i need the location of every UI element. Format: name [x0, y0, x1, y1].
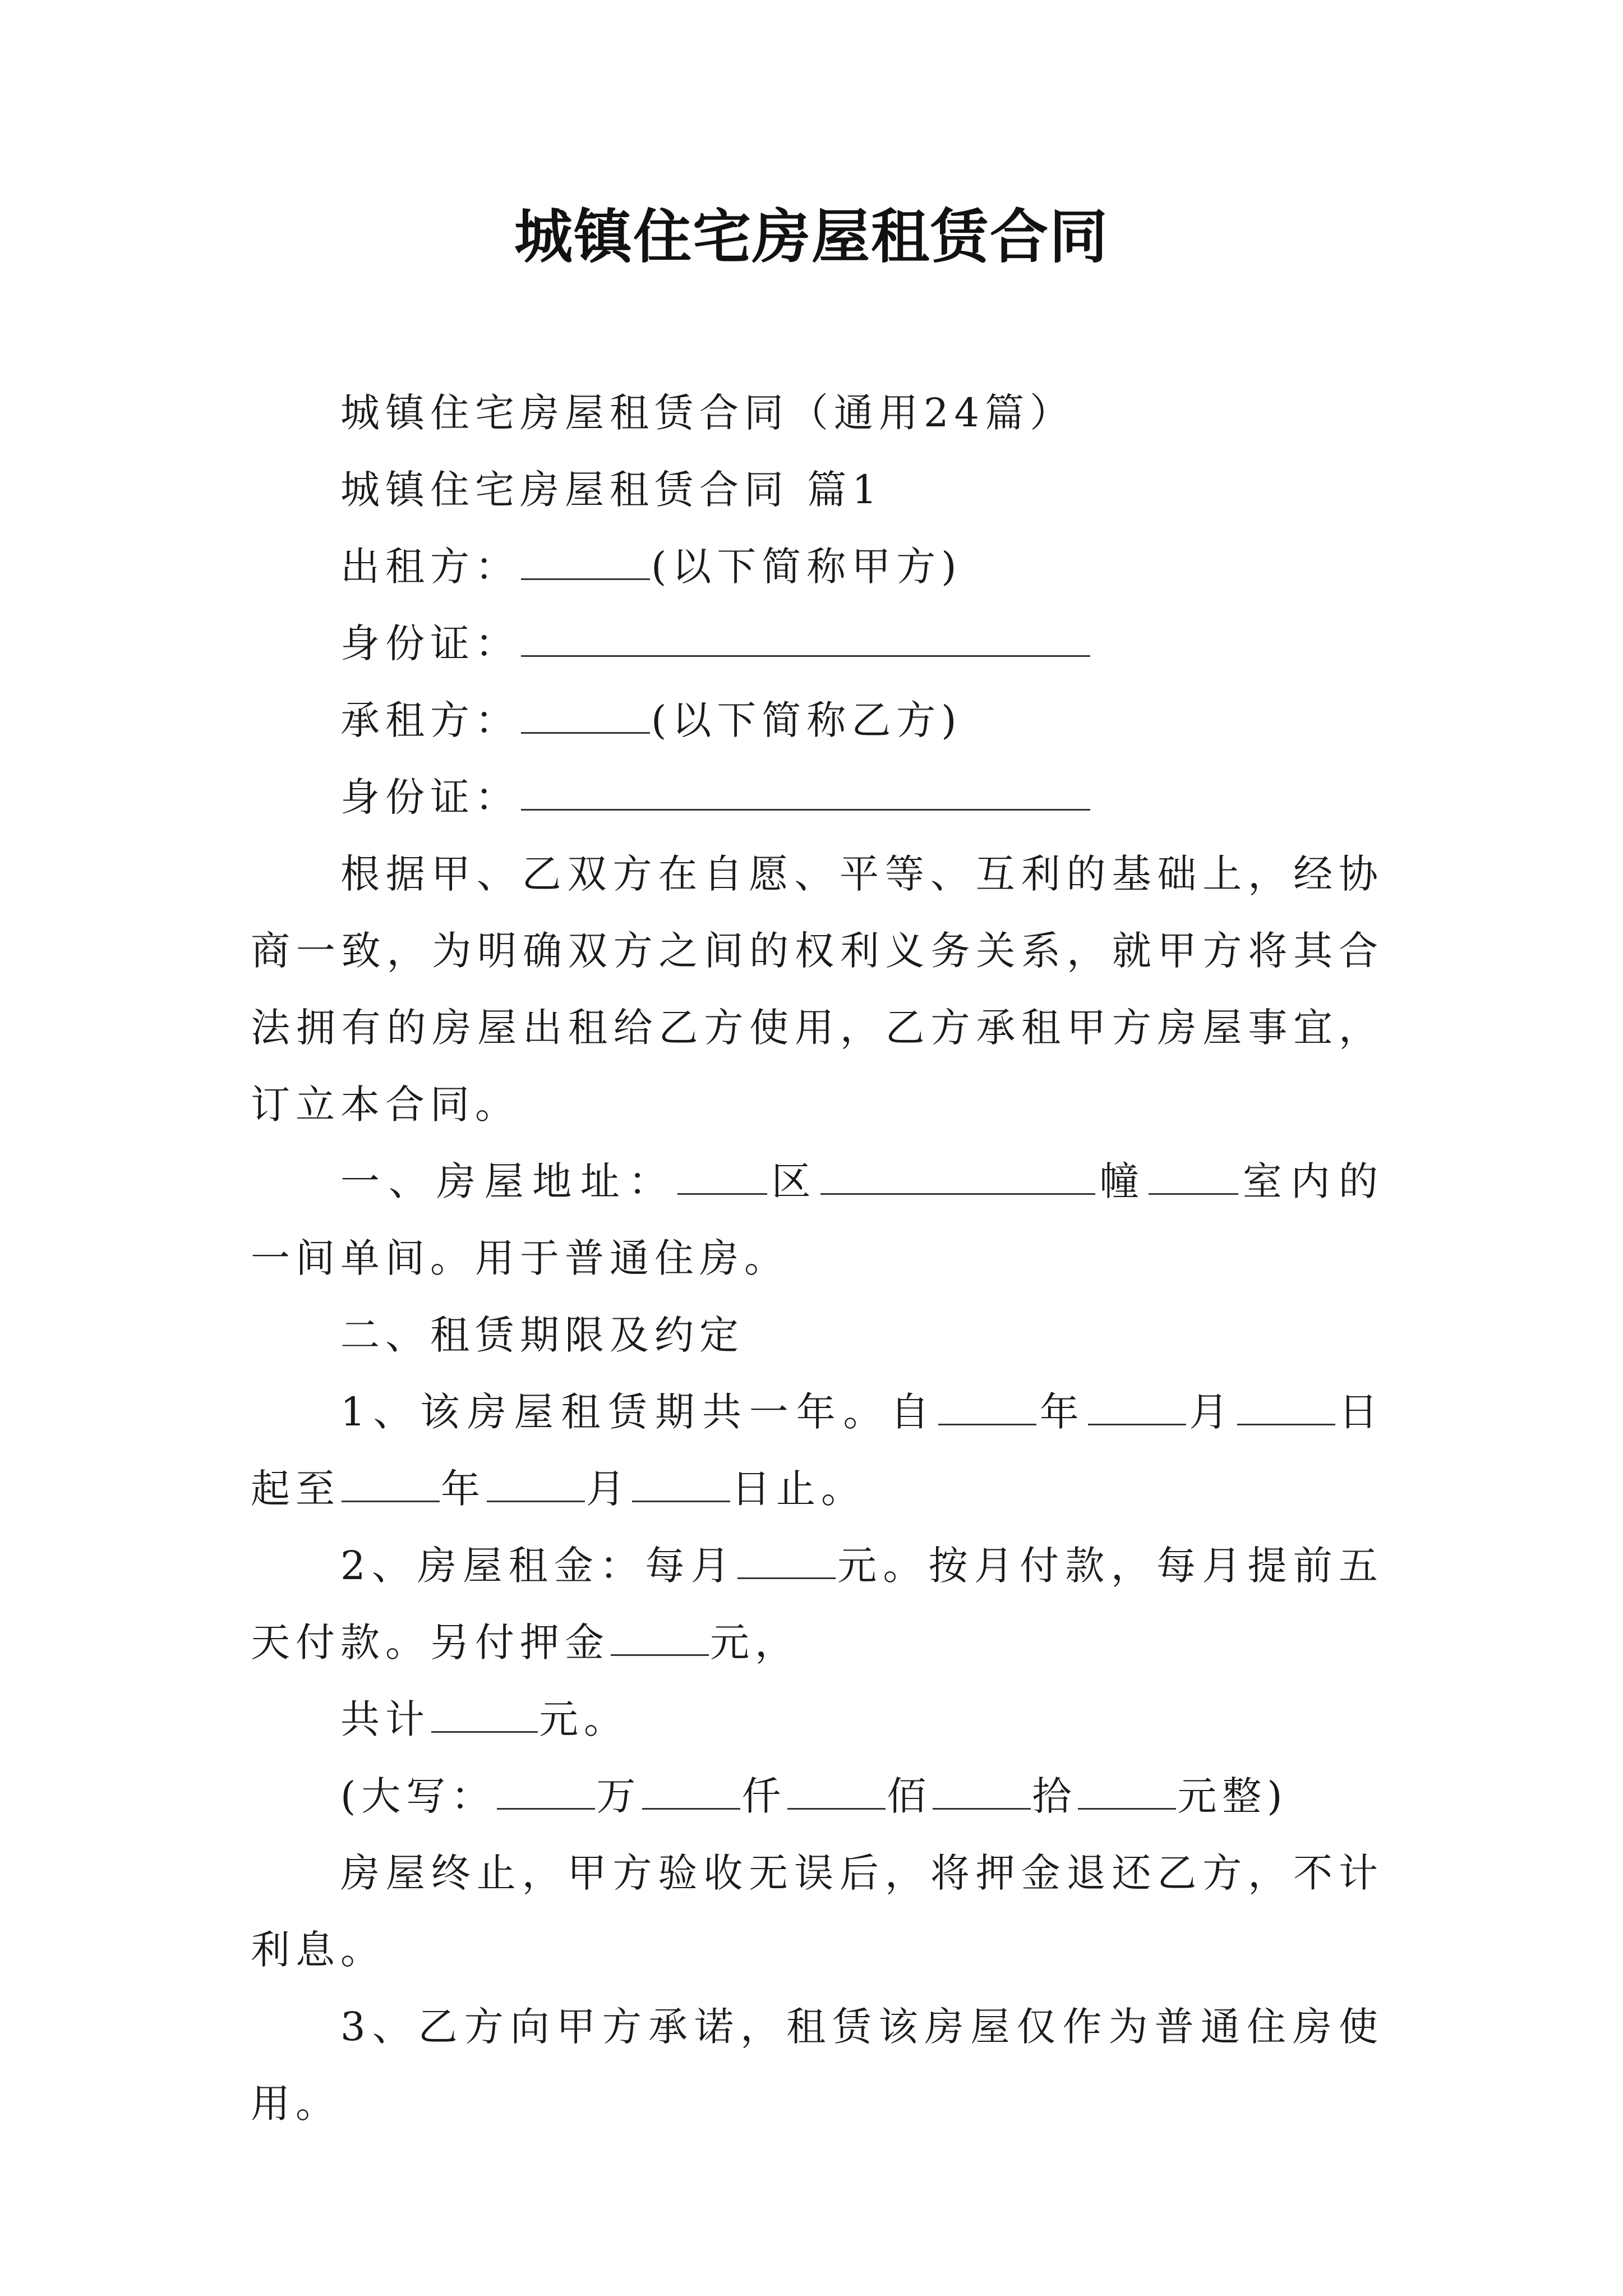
address-blank [677, 1154, 767, 1195]
month-label: 月 [586, 1466, 631, 1512]
building-label: 幢 [1096, 1158, 1148, 1204]
shi-blank [933, 1769, 1031, 1810]
id-label: 身份证： [340, 620, 520, 666]
article-heading: 城镇住宅房屋租赁合同 篇1 [340, 467, 883, 513]
total-suffix: 元。 [539, 1696, 629, 1742]
lessor-label: 出租方： [340, 544, 520, 590]
clause-rent [251, 1527, 1384, 1681]
deposit-return-paragraph: 房屋终止，甲方验收无误后，将押金退还乙方，不计利息。 [251, 1850, 1384, 1973]
document-title: 城镇住宅房屋租赁合同 [514, 203, 1109, 271]
end-year-blank [342, 1461, 440, 1502]
shi-label: 拾 [1032, 1773, 1077, 1819]
rent-prefix: 2、房屋租金：每月 [340, 1543, 736, 1589]
year-label: 年 [441, 1466, 486, 1512]
start-day-blank [1237, 1384, 1335, 1425]
lessor-name-blank [521, 539, 650, 580]
end-day-blank [632, 1461, 730, 1502]
clause-lease-period [251, 1374, 1384, 1527]
start-year-blank [938, 1384, 1036, 1425]
lessor-id-blank [521, 616, 1090, 657]
qian-blank [642, 1769, 740, 1810]
rent-middle: 元。按月付款，每月提前五天付款。另付押金 [251, 1543, 1384, 1665]
deposit-blank [611, 1615, 709, 1656]
district-blank [820, 1154, 1095, 1195]
start-month-blank [1088, 1384, 1186, 1425]
yuan-blank [1078, 1769, 1176, 1810]
total-prefix: 共计 [340, 1696, 430, 1742]
wan-blank [497, 1769, 595, 1810]
lessee-line [251, 682, 1384, 759]
lessor-note: (以下简称甲方) [651, 544, 962, 590]
capital-open: (大写： [340, 1773, 496, 1819]
end-month-blank [487, 1461, 585, 1502]
subtitle-line: 城镇住宅房屋租赁合同（通用24篇） [340, 390, 1075, 436]
term-prefix: 1、该房屋租赁期共一年。自 [340, 1389, 937, 1435]
clause-house-address [251, 1143, 1384, 1297]
capital-amount-line [251, 1758, 1384, 1835]
district-label: 区 [768, 1158, 820, 1204]
year-label: 年 [1037, 1389, 1087, 1435]
lessee-name-blank [521, 693, 650, 734]
month-label: 月 [1187, 1389, 1237, 1435]
bai-blank [787, 1769, 886, 1810]
lessee-id-line [251, 759, 1384, 836]
lessee-label: 承租方： [340, 697, 520, 743]
id-label: 身份证： [340, 774, 520, 820]
building-blank [1149, 1154, 1238, 1195]
document-body [251, 375, 1384, 2142]
day-to-label: 日止。 [731, 1466, 866, 1512]
preamble-paragraph: 根据甲、乙双方在自愿、平等、互利的基础上，经协商一致，为明确双方之间的权利义务关系，就甲方将其合法拥有的房屋出租给乙方使用，乙方承租甲方房屋事宜，订立本合同。 [251, 851, 1384, 1128]
bai-label: 佰 [887, 1773, 932, 1819]
address-label: 一、房屋地址： [340, 1158, 676, 1204]
total-blank [431, 1692, 538, 1733]
qian-label: 仟 [741, 1773, 787, 1819]
lessee-id-blank [521, 770, 1090, 811]
clause-lease-term-heading: 二、租赁期限及约定 [340, 1312, 744, 1358]
lessor-line [251, 528, 1384, 605]
capital-close: 元整) [1177, 1773, 1288, 1819]
total-line [251, 1681, 1384, 1758]
monthly-rent-blank [737, 1538, 836, 1579]
day-from-label: 日起至 [251, 1389, 1384, 1512]
wan-label: 万 [596, 1773, 642, 1819]
address-suffix: 室内的一间单间。用于普通住房。 [251, 1158, 1384, 1281]
lessor-id-line [251, 605, 1384, 682]
lessee-note: (以下简称乙方) [651, 697, 962, 743]
usage-promise-paragraph: 3、乙方向甲方承诺，租赁该房屋仅作为普通住房使用。 [251, 2004, 1384, 2127]
rent-suffix: 元， [710, 1619, 800, 1665]
